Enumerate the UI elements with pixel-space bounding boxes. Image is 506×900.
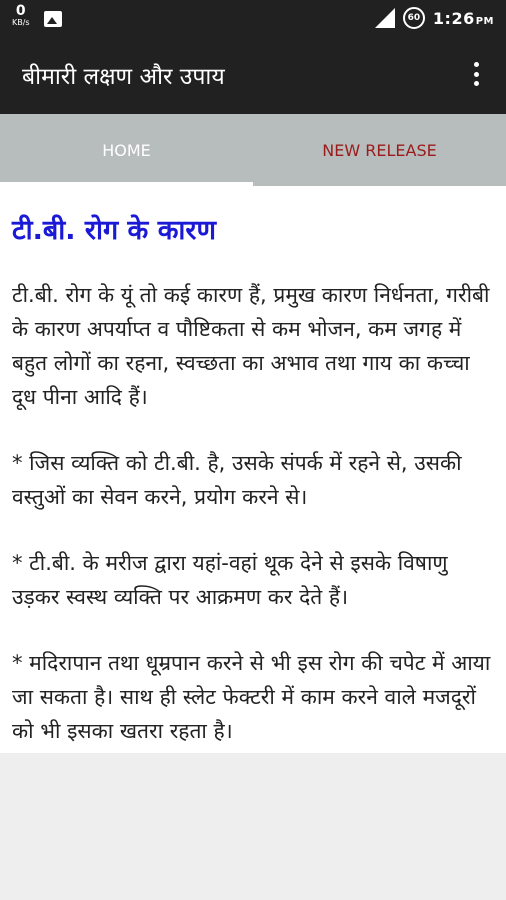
tab-new-release[interactable] [253, 114, 506, 186]
article-title: टी.बी. रोग के कारण [12, 215, 216, 246]
battery-level: 60 [407, 13, 421, 23]
signal-strength-icon [375, 8, 395, 28]
article-body [12, 278, 498, 780]
tab-home[interactable] [0, 114, 253, 186]
article-paragraph: * जिस व्यक्ति को टी.बी. है, उसके संपर्क में रहने से, उसकी वस्तुओं का सेवन करने, प्रयोग करने से। [12, 451, 462, 509]
clock-ampm: PM [475, 15, 494, 27]
overflow-dot [474, 72, 479, 77]
battery-icon [403, 7, 425, 29]
tab-home-label: HOME [102, 140, 151, 160]
overflow-dot [474, 81, 479, 86]
tab-new-release-label: NEW RELEASE [322, 140, 437, 160]
image-notification-icon [44, 11, 62, 27]
article-paragraph: टी.बी. रोग के यूं तो कई कारण हैं, प्रमुख कारण निर्धनता, गरीबी के कारण अपर्याप्त व पौष्टिकता से कम भोजन, कम जगह में बहुत लोगों का रहना, स्वच्छता का अभाव तथा गाय का कच्चा दूध पीना आदि हैं। [12, 283, 490, 409]
network-speed-unit: KB/s [12, 18, 30, 27]
article-paragraph: * मदिरापान तथा धूम्रपान करने से भी इस रोग की चपेट में आया जा सकता है। साथ ही स्लेट फेक्टरी में काम करने वाले मजदूरों को भी इसका खतरा रहता है। [12, 651, 491, 743]
status-bar [0, 0, 506, 36]
app-title: बीमारी लक्षण और उपाय [22, 64, 225, 90]
overflow-menu-icon[interactable] [464, 60, 488, 88]
network-speed-indicator [12, 4, 30, 27]
status-left [12, 4, 62, 27]
tab-bar [0, 114, 506, 186]
status-right [375, 7, 494, 29]
network-speed-value: 0 [15, 3, 26, 19]
clock-time: 1:26 [432, 8, 475, 28]
article-content [0, 186, 506, 753]
article-paragraph: * टी.बी. के मरीज द्वारा यहां-वहां थूक देने से इसके विषाणु उड़कर स्वस्थ व्यक्ति पर आक्रमण कर देते हैं। [12, 551, 448, 609]
overflow-dot [474, 62, 479, 67]
app-bar [0, 36, 506, 114]
status-clock [433, 9, 494, 28]
